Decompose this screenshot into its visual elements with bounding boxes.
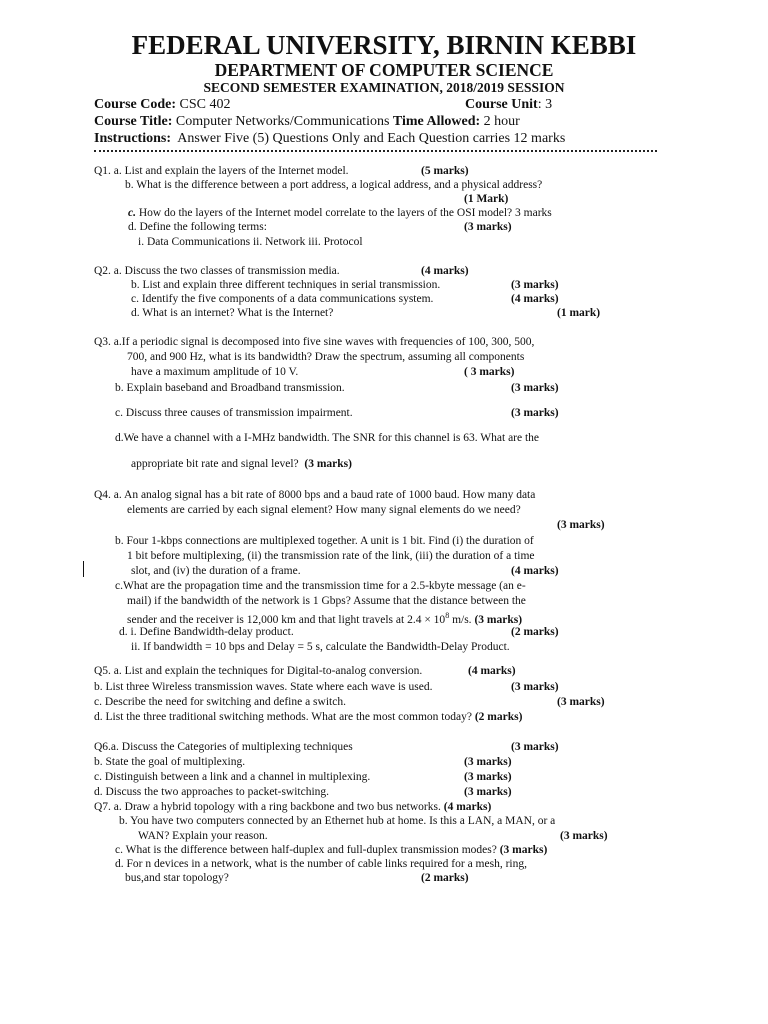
time-allowed-label: Time Allowed:: [392, 114, 481, 129]
text-cursor: [83, 561, 84, 577]
marks-label: (5 marks): [421, 165, 469, 177]
question-line: c. How do the layers of the Internet model correlate to the layers of the OSI model? 3 marks: [128, 207, 552, 219]
question-line: b. List three Wireless transmission waves. State where each wave is used.: [94, 681, 433, 693]
marks-label: ( 3 marks): [464, 366, 515, 378]
question-line: Q1. a. List and explain the layers of the Internet model.: [94, 165, 349, 177]
instructions-row: [94, 131, 565, 147]
question-line: c. Identify the five components of a data communications system.: [131, 293, 434, 305]
question-line: b. List and explain three different techniques in serial transmission.: [131, 279, 441, 291]
question-line: Q5. a. List and explain the techniques for Digital-to-analog conversion.: [94, 665, 423, 677]
question-line: sender and the receiver is 12,000 km and that light travels at $2.4 \times 10^8$ m/s. (3 marks): [127, 611, 523, 626]
time-allowed-value: 2 hour: [483, 114, 520, 129]
question-line: d.We have a channel with a I-MHz bandwidth. The SNR for this channel is 63. What are the: [115, 432, 540, 444]
instructions-label: Instructions:: [94, 131, 172, 146]
question-line: have a maximum amplitude of 10 V.: [131, 366, 299, 378]
question-line: Q3. a.If a periodic signal is decomposed into five sine waves with frequencies of 100, 300, 500,: [94, 336, 535, 348]
question-line: c. What is the difference between half-duplex and full-duplex transmission modes? (3 marks): [115, 844, 548, 856]
marks-label: (4 marks): [511, 293, 559, 305]
course-unit-row: [465, 97, 552, 113]
question-line: ii. If bandwidth = 10 bps and Delay = 5 s, calculate the Bandwidth-Delay Product.: [131, 641, 510, 653]
question-line: WAN? Explain your reason.: [138, 830, 268, 842]
question-line: c. Describe the need for switching and define a switch.: [94, 696, 346, 708]
question-line: d. For n devices in a network, what is the number of cable links required for a mesh, ring,: [115, 858, 527, 870]
marks-label: (1 Mark): [464, 193, 509, 205]
instructions-text: Answer Five (5) Questions Only and Each Question carries 12 marks: [177, 131, 566, 146]
course-title-label: Course Title:: [94, 114, 173, 129]
marks-label: (3 marks): [557, 696, 605, 708]
question-line: 1 bit before multiplexing, (ii) the transmission rate of the link, (iii) the duration of a time: [127, 550, 535, 562]
question-line: b. State the goal of multiplexing.: [94, 756, 246, 768]
question-line: d. i. Define Bandwidth-delay product.: [119, 626, 294, 638]
question-line: d. Define the following terms:: [128, 221, 267, 233]
marks-label: (3 marks): [464, 221, 512, 233]
marks-label: (3 marks): [464, 786, 512, 798]
question-line: c. Distinguish between a link and a channel in multiplexing.: [94, 771, 371, 783]
marks-label: (3 marks): [511, 382, 559, 394]
marks-label: (2 marks): [511, 626, 559, 638]
question-line: Q7. a. Draw a hybrid topology with a ring backbone and two bus networks. (4 marks): [94, 801, 492, 813]
question-line: b. What is the difference between a port address, a logical address, and a physical address?: [125, 179, 543, 191]
marks-label: (3 marks): [511, 279, 559, 291]
question-line: slot, and (iv) the duration of a frame.: [131, 565, 301, 577]
course-title-row: [94, 114, 520, 130]
question-line: c. Discuss three causes of transmission impairment.: [115, 407, 353, 419]
marks-label: (3 marks): [511, 407, 559, 419]
question-line: mail) if the bandwidth of the network is 1 Gbps? Assume that the distance between the: [127, 595, 526, 607]
marks-label: (3 marks): [511, 741, 559, 753]
course-code-row: [94, 97, 231, 113]
question-line: d. List the three traditional switching methods. What are the most common today? (2 marks): [94, 711, 523, 723]
question-line: b. Four 1-kbps connections are multiplexed together. A unit is 1 bit. Find (i) the duration of: [115, 535, 534, 547]
question-line: 700, and 900 Hz, what is its bandwidth? Draw the spectrum, assuming all components: [127, 351, 525, 363]
marks-label: (3 marks): [511, 681, 559, 693]
question-line: d. Discuss the two approaches to packet-switching.: [94, 786, 330, 798]
department-title: DEPARTMENT OF COMPUTER SCIENCE: [214, 60, 554, 80]
question-line: i. Data Communications ii. Network iii. Protocol: [138, 236, 363, 248]
question-line: elements are carried by each signal element? How many signal elements do we need?: [127, 504, 521, 516]
marks-label: (4 marks): [421, 265, 469, 277]
question-line: b. Explain baseband and Broadband transmission.: [115, 382, 345, 394]
question-line: c.What are the propagation time and the transmission time for a 2.5-kbyte message (an e-: [115, 580, 526, 592]
marks-label: (3 marks): [557, 519, 605, 531]
marks-label: (2 marks): [421, 872, 469, 884]
marks-label: (4 marks): [468, 665, 516, 677]
course-title-value: Computer Networks/Communications: [175, 114, 390, 129]
course-code-value: CSC 402: [179, 97, 231, 112]
question-line: d. What is an internet? What is the Internet?: [131, 307, 334, 319]
question-line: Q6.a. Discuss the Categories of multiplexing techniques: [94, 741, 353, 753]
dotted-divider: [94, 150, 657, 152]
course-unit-label: Course Unit: [465, 97, 538, 112]
marks-label: (3 marks): [464, 756, 512, 768]
question-line: Q4. a. An analog signal has a bit rate of 8000 bps and a baud rate of 1000 baud. How many data: [94, 489, 536, 501]
marks-label: (1 mark): [557, 307, 601, 319]
question-line: Q2. a. Discuss the two classes of transmission media.: [94, 265, 340, 277]
marks-label: (4 marks): [511, 565, 559, 577]
course-unit-value: : 3: [537, 97, 553, 112]
question-line: b. You have two computers connected by an Ethernet hub at home. Is this a LAN, a MAN, or a: [119, 815, 556, 827]
exam-title: SECOND SEMESTER EXAMINATION, 2018/2019 SESSION: [203, 80, 565, 95]
marks-label: (3 marks): [464, 771, 512, 783]
marks-label: (3 marks): [560, 830, 608, 842]
question-line: appropriate bit rate and signal level? (3 marks): [131, 458, 352, 470]
university-title: FEDERAL UNIVERSITY, BIRNIN KEBBI: [131, 30, 637, 60]
question-line: bus,and star topology?: [125, 872, 229, 884]
course-code-label: Course Code:: [94, 97, 177, 112]
